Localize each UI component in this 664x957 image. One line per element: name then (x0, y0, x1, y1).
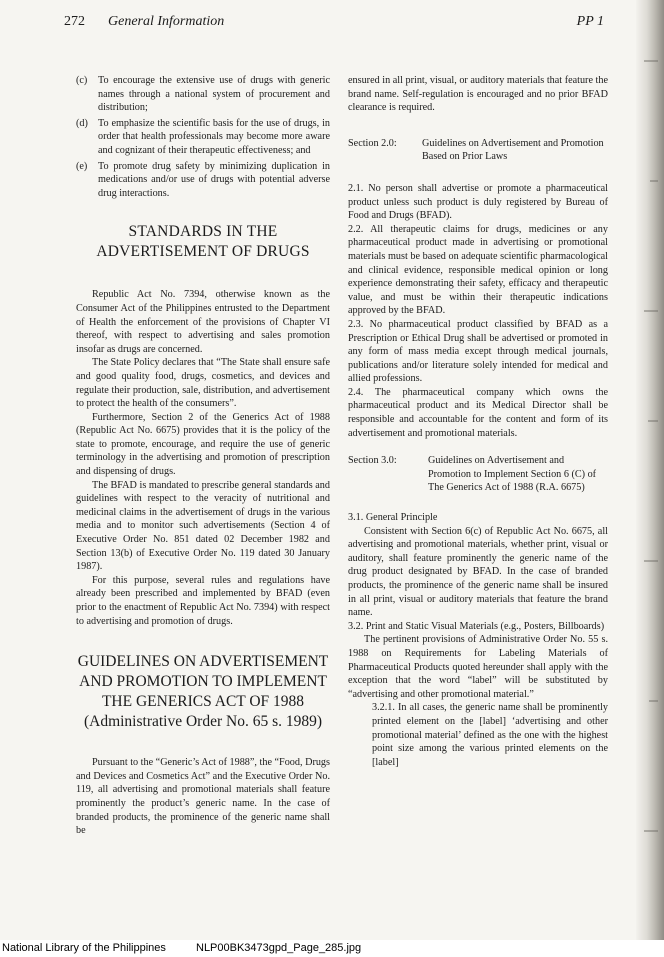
paragraph: 3.2.1. In all cases, the generic name shall be prominently printed element on the [label] ‘advertising and other promotional material’ defined as the one with the highest point size among the various printed elements on the [label] (372, 702, 608, 768)
clause: 2.1. No person shall advertise or promote a pharmaceutical product unless such product is duly registered by Bureau of Food and Drugs (BFAD). (348, 182, 608, 222)
page-marker: PP 1 (576, 14, 604, 29)
heading-standards: STANDARDS IN THE ADVERTISEMENT OF DRUGS (96, 223, 310, 261)
paragraph: Pursuant to the “Generic’s Act of 1988”, the “Food, Drugs and Devices and Cosmetics Act” and the Executive Order No. 119, all advertising and promotional materials shall feature prominently the product’s generic name. In the case of branded products, the prominence of the generic name shall be (76, 757, 330, 837)
paragraph: Republic Act No. 7394, otherwise known as the Consumer Act of the Philippines entrusted to the Department of Health the enforcement of the provisions of Chapter VI thereof, with respect to advertising and sales promotion insofar as drugs are concerned. (76, 289, 330, 355)
paragraph: Consistent with Section 6(c) of Republic Act No. 6675, all advertising and promotional materials, whether print, visual or auditory, shall feature prominently the generic name of the drug product designated by BFAD. In the case of branded products, the prominence of the generic name shall be insured in all print, visual or auditory materials that feature the brand name. (348, 525, 608, 619)
paragraph: For this purpose, several rules and regulations have already been prescribed and implemented by BFAD (even prior to the enactment of Republic Act No. 7394) with respect to advertising and promotion of drugs. (76, 574, 330, 627)
heading-guidelines: GUIDELINES ON ADVERTISEMENT AND PROMOTION TO IMPLEMENT THE GENERICS ACT OF 1988 (Administrative Order No. 65 s. 1989) (77, 653, 329, 731)
paragraph: The BFAD is mandated to prescribe general standards and guidelines with respect to the veracity of nutritional and medicinal claims in the advertisement of drugs in the various media and to monitor such advertisements (Section 4 of Executive Order No. 851 dated 02 December 1982 and Section 13(b) of Executive Order No. 119 dated 30 January 1987). (76, 479, 330, 573)
list-item: (e) To promote drug safety by minimizing duplication in medications and/or use of drugs with potential adverse drug interactions. (76, 160, 330, 199)
paragraph: ensured in all print, visual, or auditory materials that feature the brand name. Self-regulation is encouraged and no prior BFAD clearance is required. (348, 75, 608, 114)
list-item: (c) To encourage the extensive use of drugs with generic names through a national system of procurement and distribution; (76, 75, 330, 114)
clause: 2.3. No pharmaceutical product classified by BFAD as a Prescription or Ethical Drug shall be advertised or promoted in any form of mass media except through medical journals, publications and/or literature solely intended for medical and allied professions. (348, 318, 608, 385)
right-column (348, 74, 608, 769)
subsection-heading: 3.2. Print and Static Visual Materials (e.g., Posters, Billboards) (348, 620, 605, 632)
left-column (76, 74, 330, 838)
page-edge-shadow (636, 0, 664, 940)
subsection-heading: 3.1. General Principle (348, 512, 438, 524)
section-2-heading: Section 2.0: Guidelines on Advertisement and Promotion Based on Prior Laws (348, 137, 604, 163)
section-3-heading: Section 3.0: Guidelines on Advertisement and Promotion to Implement Section 6 (C) of The Generics Act of 1988 (R.A. 6675) (348, 455, 597, 494)
paragraph: The pertinent provisions of Administrative Order No. 55 s. 1988 on Requirements for Labeling Materials of Pharmaceutical Products quoted hereunder shall apply with the exception that the word “label” will be substituted by “advertising and other promotional material.” (348, 634, 608, 700)
clause: 2.4. The pharmaceutical company which owns the pharmaceutical product and its Medical Director shall be responsible and accountable for the content and form of its advertisement and promotional materials. (348, 386, 608, 439)
paragraph: Furthermore, Section 2 of the Generics Act of 1988 (Republic Act No. 6675) provides that it is the policy of the state to promote, encourage, and require the use of generic terminology in the advertising and promotion of prescription and dispensing of drugs. (76, 411, 330, 478)
paragraph: The State Policy declares that “The State shall ensure safe and good quality food, drugs, cosmetics, and devices and regulate their production, sale, distribution, and advertisement to protect the health of the consumers”. (76, 357, 330, 410)
list-item: (d) To emphasize the scientific basis for the use of drugs, in order that health professionals may become more aware and cognizant of their therapeutic effectiveness; and (76, 117, 330, 156)
scan-footer (0, 940, 664, 957)
file-name: NLP00BK3473gpd_Page_285.jpg (196, 942, 362, 954)
library-name: National Library of the Philippines (2, 942, 166, 954)
clause: 2.2. All therapeutic claims for drugs, medicines or any pharmaceutical product made in advertising or promotional materials must be based on adequate scientific pharmacological and clinical evidence, responsible medical opinion or long experience demonstrating their safety, efficacy and therapeutic value, and must be within their therapeutic indications approved by the BFAD. (348, 223, 608, 317)
page-number: 272 (64, 14, 85, 29)
running-header: General Information (108, 14, 225, 29)
